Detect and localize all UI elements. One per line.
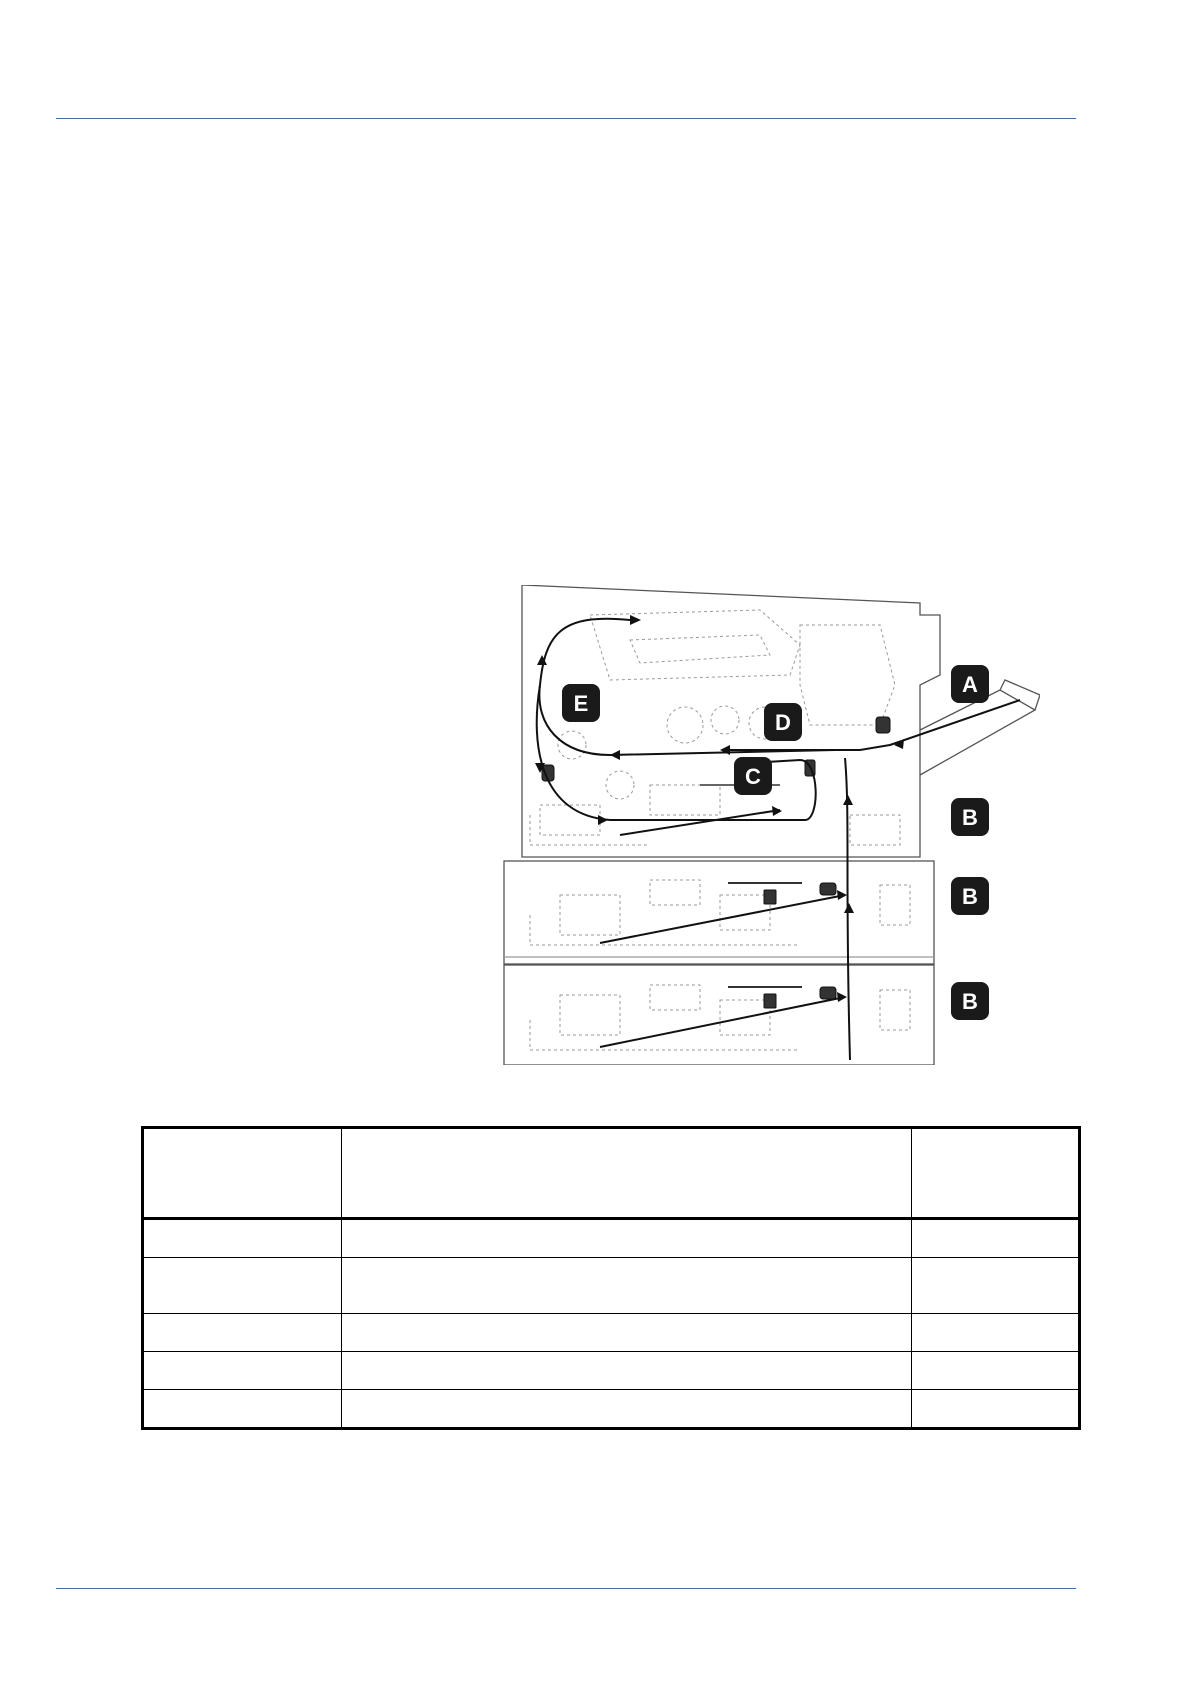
table-cell (143, 1258, 342, 1314)
badge-b-feeder-2 (951, 982, 989, 1020)
badge-b-main (951, 798, 989, 836)
svg-text:B: B (962, 805, 978, 830)
table-row (143, 1314, 1080, 1352)
path-b3 (600, 997, 845, 1047)
table-header-cell (143, 1128, 342, 1219)
path-b2 (600, 895, 845, 943)
table-header-row (143, 1128, 1080, 1219)
table-row (143, 1352, 1080, 1390)
badge-e (562, 684, 600, 722)
table-row (143, 1219, 1080, 1258)
svg-text:B: B (962, 884, 978, 909)
table-cell (912, 1390, 1080, 1429)
paper-feeder-1-outline (504, 861, 934, 964)
table-cell (342, 1219, 912, 1258)
svg-text:A: A (962, 672, 978, 697)
table-cell (912, 1352, 1080, 1390)
paper-paths (537, 619, 1020, 1060)
table-header-cell (342, 1128, 912, 1219)
badge-a (951, 665, 989, 703)
printer-cross-section (500, 585, 1040, 1065)
header-rule (56, 118, 1076, 119)
internal-components (530, 610, 910, 1050)
footer-rule (56, 1588, 1076, 1589)
badge-d (764, 703, 802, 741)
table-cell (143, 1314, 342, 1352)
badge-b-feeder-1 (951, 877, 989, 915)
table-cell (342, 1390, 912, 1429)
svg-text:E: E (573, 691, 589, 716)
table-header-cell (912, 1128, 1080, 1219)
path-b1 (620, 810, 780, 835)
jam-location-table (141, 1126, 1081, 1430)
table-row (143, 1258, 1080, 1314)
badge-c (734, 757, 772, 795)
svg-text:D: D (775, 710, 791, 735)
svg-text:B: B (962, 989, 978, 1014)
table-cell (342, 1314, 912, 1352)
table-cell (912, 1314, 1080, 1352)
svg-text:C: C (745, 764, 761, 789)
table-cell (143, 1390, 342, 1429)
table-cell (143, 1352, 342, 1390)
table-cell (912, 1258, 1080, 1314)
table-cell (143, 1219, 342, 1258)
table-cell (342, 1352, 912, 1390)
table-row (143, 1390, 1080, 1429)
table-cell (912, 1219, 1080, 1258)
table-cell (342, 1258, 912, 1314)
paper-path-diagram (500, 585, 1040, 1065)
